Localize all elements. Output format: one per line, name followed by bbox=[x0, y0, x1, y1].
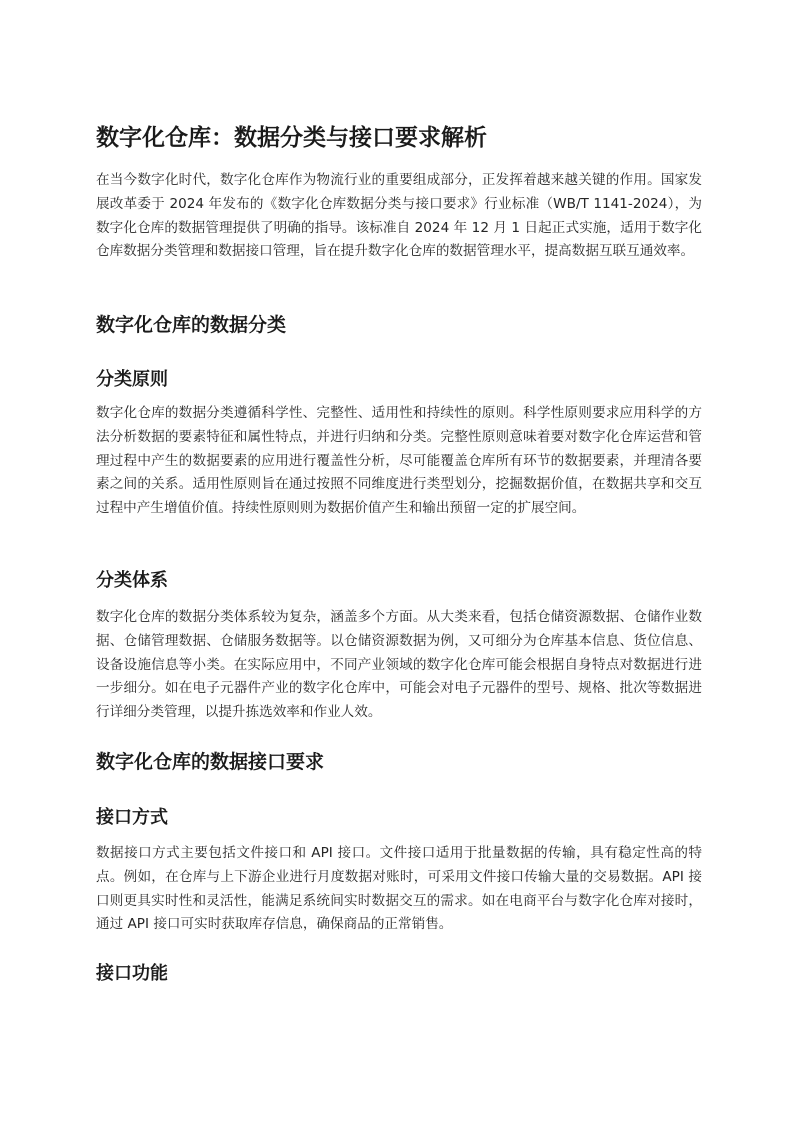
classification-system-paragraph: 数字化仓库的数据分类体系较为复杂，涵盖多个方面。从大类来看，包括仓储资源数据、仓储作业数据、仓储管理数据、仓储服务数据等。以仓储资源数据为例，又可细分为仓库基本信息、货位信息、设备设施信息等小类。在实际应用中，不同产业领域的数字化仓库可能会根据自身特点对数据进行进一步细分。如在电子元器件产业的数字化仓库中，可能会对电子元器件的型号、规格、批次等数据进行详细分类管理，以提升拣选效率和作业人效。 bbox=[96, 609, 702, 721]
subsection-heading-interface-methods: 接口方式 bbox=[96, 807, 168, 828]
subsection-heading-classification-system: 分类体系 bbox=[96, 570, 168, 591]
intro-paragraph: 在当今数字化时代，数字化仓库作为物流行业的重要组成部分，正发挥着越来越关键的作用。国家发展改革委于 2024 年发布的《数字化仓库数据分类与接口要求》行业标准（WB/T 1141-2024），为数字化仓库的数据管理提供了明确的指导。该标准自 2024 年 12 月 1 日起正式实施，适用于数字化仓库数据分类管理和数据接口管理，旨在提升数字化仓库的数据管理水平，提高数据互联互通效率。 bbox=[96, 172, 702, 260]
subsection-heading-classification-principles: 分类原则 bbox=[96, 369, 168, 390]
document-title: 数字化仓库：数据分类与接口要求解析 bbox=[96, 125, 487, 151]
interface-methods-paragraph: 数据接口方式主要包括文件接口和 API 接口。文件接口适用于批量数据的传输，具有稳定性高的特点。例如，在仓库与上下游企业进行月度数据对账时，可采用文件接口传输大量的交易数据。API 接口则更具实时性和灵活性，能满足系统间实时数据交互的需求。如在电商平台与数字化仓库对接时，通过 API 接口可实时获取库存信息，确保商品的正常销售。 bbox=[96, 845, 702, 933]
subsection-heading-interface-functions: 接口功能 bbox=[96, 963, 168, 984]
classification-principles-paragraph: 数字化仓库的数据分类遵循科学性、完整性、适用性和持续性的原则。科学性原则要求应用科学的方法分析数据的要素特征和属性特点，并进行归纳和分类。完整性原则意味着要对数字化仓库运营和管理过程中产生的数据要素的应用进行覆盖性分析，尽可能覆盖仓库所有环节的数据要素，并理清各要素之间的关系。适用性原则旨在通过按照不同维度进行类型划分，挖掘数据价值，在数据共享和交互过程中产生增值价值。持续性原则则为数据价值产生和输出预留一定的扩展空间。 bbox=[96, 405, 702, 517]
section-heading-data-classification: 数字化仓库的数据分类 bbox=[96, 314, 287, 336]
section-heading-interface-requirements: 数字化仓库的数据接口要求 bbox=[96, 751, 325, 773]
